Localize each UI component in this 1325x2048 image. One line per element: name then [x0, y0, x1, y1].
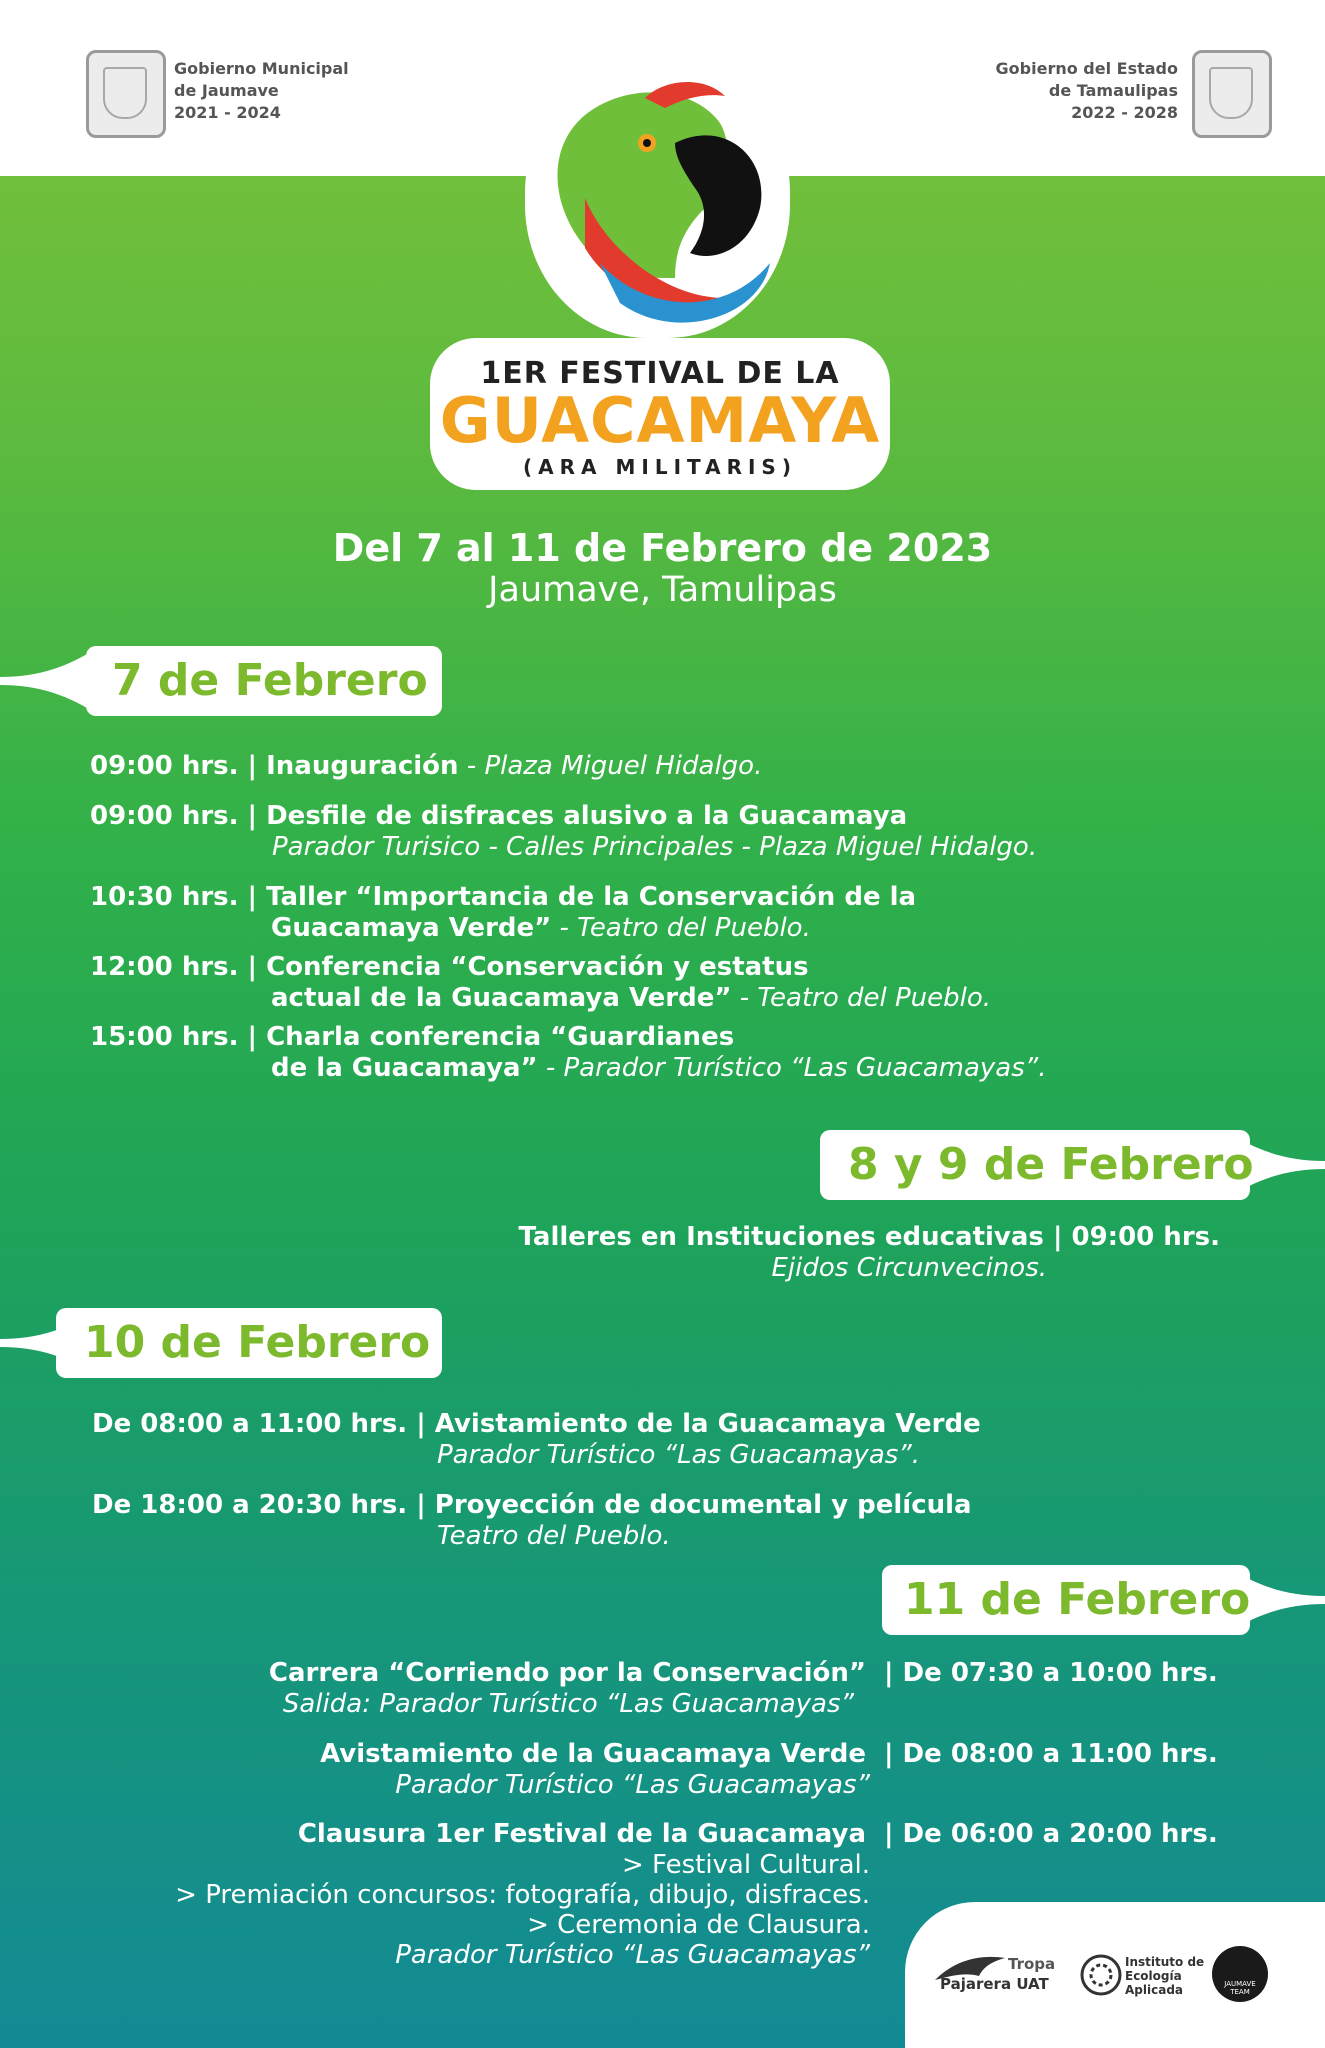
- left-government-label: [174, 58, 349, 124]
- day4-event3-item3: > Ceremonia de Clausura.: [527, 1910, 870, 1940]
- day4-event2-place: Parador Turístico “Las Guacamayas”: [395, 1770, 870, 1800]
- right-government-label: [880, 58, 1178, 124]
- day4-event3-time: | De 06:00 a 20:00 hrs.: [884, 1819, 1218, 1849]
- left-gov-line2: de Jaumave: [174, 81, 279, 100]
- day2-event1-title: Talleres en Instituciones educativas | 09:00 hrs.: [518, 1222, 1220, 1252]
- day3-event2-place: Teatro del Pueblo.: [437, 1521, 671, 1551]
- day3-title: 10 de Febrero: [84, 1317, 431, 1368]
- day3-banner: [0, 1308, 442, 1378]
- day3-event2-title: De 18:00 a 20:30 hrs. | Proyección de documental y película: [92, 1490, 972, 1520]
- day4-event3-item2: > Premiación concursos: fotografía, dibujo, disfraces.: [175, 1880, 870, 1910]
- day4-event2-time: | De 08:00 a 11:00 hrs.: [884, 1739, 1218, 1769]
- day1-event5-line2: de la Guacamaya” - Parador Turístico “Las Guacamayas”.: [271, 1053, 1047, 1083]
- tropa-label: Tropa: [1008, 1955, 1056, 1973]
- day1-title: 7 de Febrero: [112, 655, 428, 706]
- jaumave-team-line2: TEAM: [1230, 1988, 1250, 1996]
- festival-title-line1: 1ER FESTIVAL DE LA: [480, 356, 840, 391]
- festival-title-plate: [430, 338, 890, 490]
- institute-label-line3: Aplicada: [1125, 1983, 1184, 1997]
- day1-event2-place: Parador Turisico - Calles Principales - Plaza Miguel Hidalgo.: [272, 832, 1038, 862]
- day2-title: 8 y 9 de Febrero: [848, 1139, 1254, 1190]
- day1-event4-line2: actual de la Guacamaya Verde” - Teatro del Pueblo.: [271, 983, 992, 1013]
- banner-tail-left: [0, 646, 100, 716]
- event-place: Jaumave, Tamulipas: [488, 570, 837, 610]
- day4-event1-place: Salida: Parador Turístico “Las Guacamayas”: [282, 1689, 854, 1719]
- ecology-institute-icon: [1080, 1954, 1122, 1996]
- tamaulipas-seal-icon: [1192, 50, 1272, 138]
- day2-event1-place: Ejidos Circunvecinos.: [771, 1253, 1047, 1283]
- right-gov-line3: 2022 - 2028: [1071, 103, 1178, 122]
- festival-subtitle: (ARA MILITARIS): [523, 455, 797, 479]
- day4-event3-item1: > Festival Cultural.: [622, 1850, 870, 1880]
- day1-event3-title: 10:30 hrs. | Taller “Importancia de la Conservación de la: [90, 882, 917, 912]
- jaumave-team-line1: JAUMAVE: [1224, 1980, 1256, 1988]
- festival-title-main: GUACAMAYA: [439, 384, 881, 457]
- right-gov-line2: de Tamaulipas: [1048, 81, 1178, 100]
- day1-event3-line2: Guacamaya Verde” - Teatro del Pueblo.: [271, 913, 811, 943]
- day1-banner: [0, 646, 442, 716]
- day1-event4-title: 12:00 hrs. | Conferencia “Conservación y estatus: [90, 952, 809, 982]
- left-gov-line1: Gobierno Municipal: [174, 59, 349, 78]
- pajarera-uat-label: Pajarera UAT: [940, 1975, 1049, 1993]
- day4-title: 11 de Febrero: [904, 1574, 1251, 1625]
- left-gov-line3: 2021 - 2024: [174, 103, 281, 122]
- day4-event3-title: Clausura 1er Festival de la Guacamaya: [297, 1819, 866, 1849]
- day3-event1-title: De 08:00 a 11:00 hrs. | Avistamiento de la Guacamaya Verde: [92, 1409, 981, 1439]
- day4-banner: [882, 1565, 1325, 1635]
- institute-label-line1: Instituto de: [1125, 1955, 1205, 1969]
- right-gov-line1: Gobierno del Estado: [995, 59, 1178, 78]
- day4-event1-title: Carrera “Corriendo por la Conservación”: [268, 1658, 866, 1688]
- jaumave-seal-icon: [86, 50, 166, 138]
- institute-label-line2: Ecología: [1125, 1969, 1182, 1983]
- day1-event2-title: 09:00 hrs. | Desfile de disfraces alusivo a la Guacamaya: [90, 801, 908, 831]
- day3-event1-place: Parador Turístico “Las Guacamayas”.: [437, 1440, 921, 1470]
- parrot-icon: [525, 48, 790, 348]
- day4-event3-place: Parador Turístico “Las Guacamayas”: [395, 1940, 870, 1970]
- day1-event5-title: 15:00 hrs. | Charla conferencia “Guardianes: [90, 1022, 735, 1052]
- day4-event2-title: Avistamiento de la Guacamaya Verde: [320, 1739, 866, 1769]
- festival-logo: [430, 48, 890, 498]
- day2-banner: [820, 1130, 1325, 1200]
- event-dates: Del 7 al 11 de Febrero de 2023: [332, 526, 993, 570]
- day1-event1: 09:00 hrs. | Inauguración - Plaza Miguel Hidalgo.: [90, 751, 763, 781]
- jaumave-team-badge: [1212, 1946, 1268, 2002]
- day4-event1-time: | De 07:30 a 10:00 hrs.: [884, 1658, 1218, 1688]
